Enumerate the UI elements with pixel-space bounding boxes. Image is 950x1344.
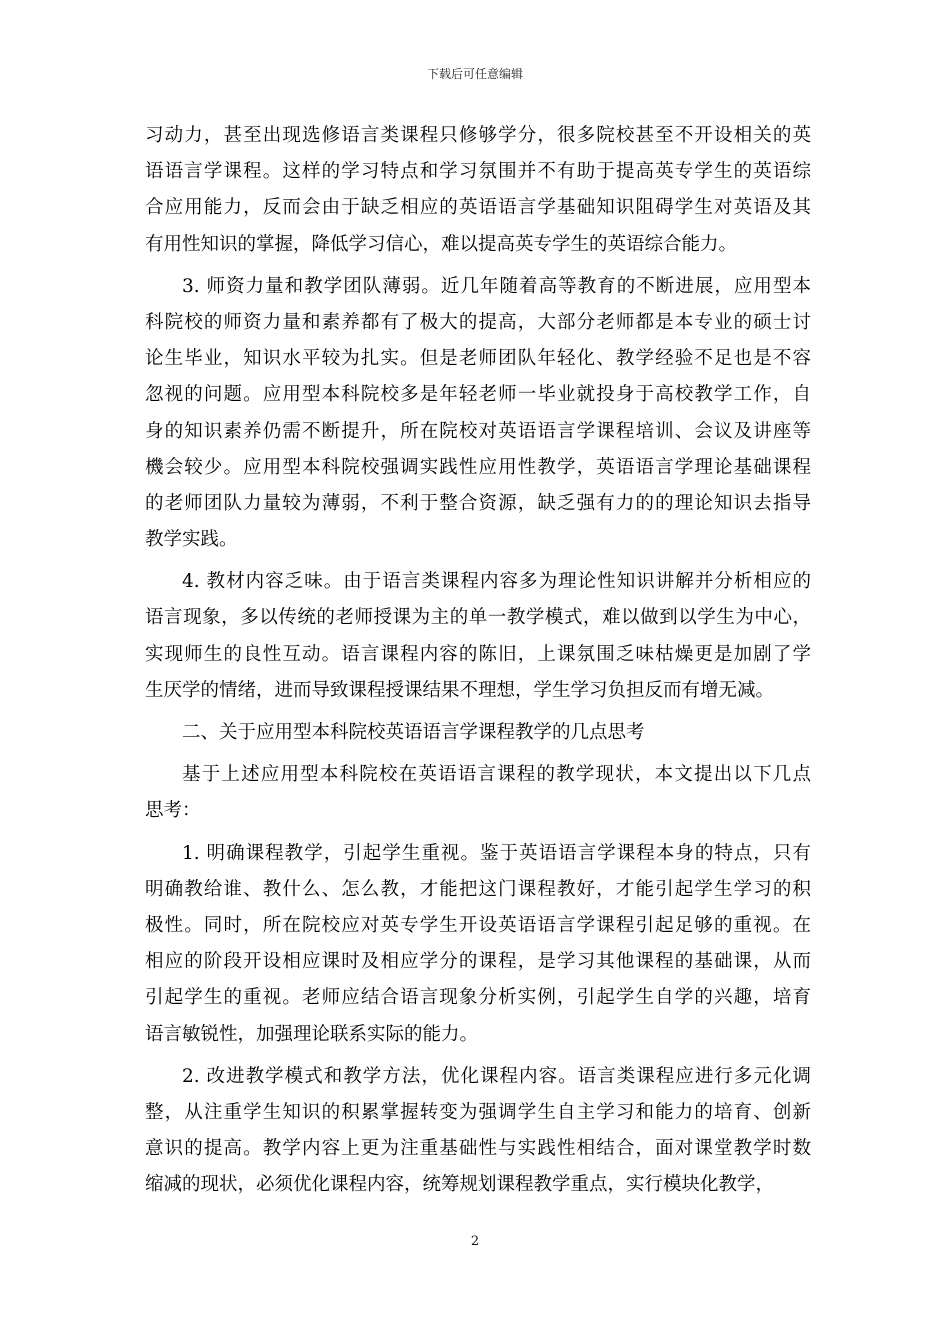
paragraph [145, 836, 811, 1053]
text-line: 论生毕业，知识水平较为扎实。但是老师团队年轻化、教学经验不足也是不容 [145, 348, 811, 370]
paragraph [145, 564, 811, 709]
text-line: 实现师生的良性互动。语言课程内容的陈旧，上课氛围乏味枯燥更是加剧了学 [145, 643, 811, 665]
text-line: 引起学生的重视。老师应结合语言现象分析实例，引起学生自学的兴趣，培育 [145, 987, 811, 1009]
text-line: 思考： [145, 800, 201, 822]
text-line: 语言敏锐性，加强理论联系实际的能力。 [145, 1023, 479, 1045]
text-line: 的老师团队力量较为薄弱，不利于整合资源，缺乏强有力的的理论知识去指导 [145, 492, 811, 514]
text-line: 4. 教材内容乏味。由于语言类课程内容多为理论性知识讲解并分析相应的 [182, 571, 811, 593]
page-number: 2 [470, 1234, 480, 1249]
text-line: 意识的提高。教学内容上更为注重基础性与实践性相结合，面对课堂教学时数 [145, 1138, 811, 1160]
text-line: 合应用能力，反而会由于缺乏相应的英语语言学基础知识阻碍学生对英语及其 [145, 197, 811, 219]
text-line: 基于上述应用型本科院校在英语语言课程的教学现状，本文提出以下几点 [182, 764, 811, 786]
text-line: 教学实践。 [145, 529, 238, 551]
text-line: 身的知识素养仍需不断提升，所在院校对英语语言学课程培训、会议及讲座等 [145, 420, 811, 442]
text-line: 语语言学课程。这样的学习特点和学习氛围并不有助于提高英专学生的英语综 [145, 161, 811, 183]
text-line: 明确教给谁、教什么、怎么教，才能把这门课程教好，才能引起学生学习的积 [145, 878, 811, 900]
paragraph [145, 1059, 811, 1204]
text-line: 機会较少。应用型本科院校强调实践性应用性教学，英语语言学理论基础课程 [145, 456, 811, 478]
text-line: 忽视的问题。应用型本科院校多是年轻老师一毕业就投身于高校教学工作，自 [145, 384, 811, 406]
text-line: 二、关于应用型本科院校英语语言学课程教学的几点思考 [182, 722, 645, 743]
paragraph [145, 715, 811, 751]
text-line: 科院校的师资力量和素养都有了极大的提高，大部分老师都是本专业的硕士讨 [145, 311, 811, 333]
text-line: 相应的阶段开设相应课时及相应学分的课程，是学习其他课程的基础课，从而 [145, 951, 811, 973]
text-line: 语言现象，多以传统的老师授课为主的单一教学模式，难以做到以学生为中心， [145, 607, 811, 629]
text-line: 2. 改进教学模式和教学方法，优化课程内容。语言类课程应进行多元化调 [182, 1065, 811, 1087]
text-line: 生厌学的情绪，进而导致课程授课结果不理想，学生学习负担反而有增无减。 [145, 679, 775, 701]
text-line: 3. 师资力量和教学团队薄弱。近几年随着高等教育的不断进展，应用型本 [182, 275, 811, 297]
text-line: 极性。同时，所在院校应对英专学生开设英语语言学课程引起足够的重视。在 [145, 914, 811, 936]
paragraph [145, 118, 811, 263]
page-header: 下载后可任意编辑 [426, 67, 523, 81]
text-line: 1. 明确课程教学，引起学生重视。鉴于英语语言学课程本身的特点，只有 [182, 842, 811, 864]
text-line: 整，从注重学生知识的积累掌握转变为强调学生自主学习和能力的培育、创新 [145, 1101, 811, 1123]
text-line: 有用性知识的掌握，降低学习信心，难以提高英专学生的英语综合能力。 [145, 233, 738, 255]
text-line: 习动力，甚至出现选修语言类课程只修够学分，很多院校甚至不开设相关的英 [145, 125, 811, 146]
text-line: 缩减的现状，必须优化课程内容，统筹规划课程教学重点，实行模块化教学， [145, 1174, 775, 1196]
paragraph [145, 757, 811, 829]
paragraph [145, 269, 811, 559]
document-body [145, 118, 811, 1203]
